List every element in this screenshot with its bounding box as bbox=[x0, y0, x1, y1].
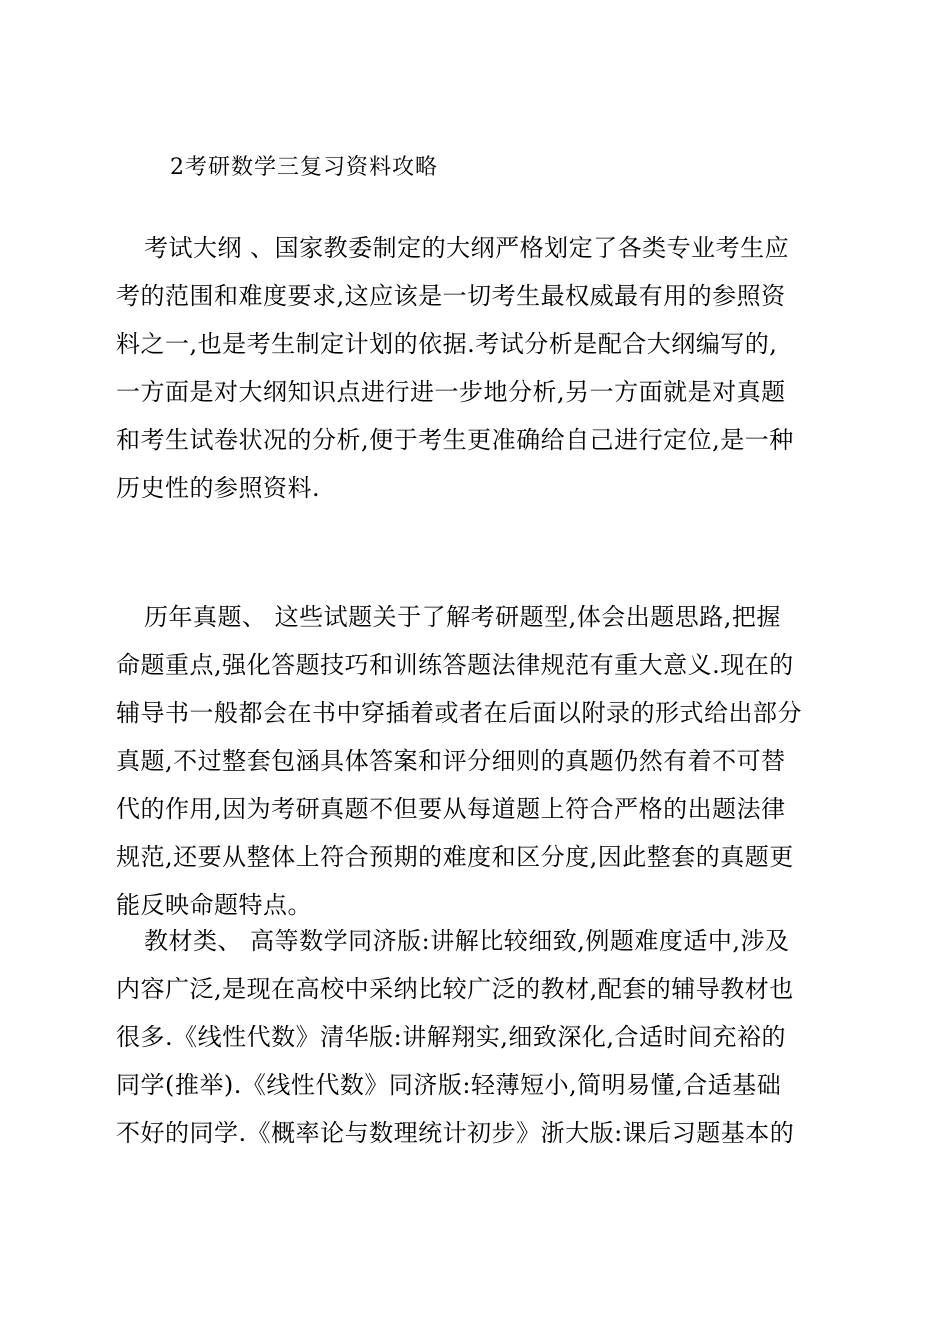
paragraph-line: 辅导书一般都会在书中穿插着或者在后面以附录的形式给出部分 bbox=[116, 699, 802, 727]
paragraph-line: 真题,不过整套包涵具体答案和评分细则的真题仍然有着不可替 bbox=[116, 747, 786, 775]
paragraph-line: 料之一,也是考生制定计划的依据.考试分析是配合大纲编写的, bbox=[116, 330, 778, 358]
paragraph-line: 历史性的参照资料. bbox=[116, 474, 321, 502]
paragraph-line: 和考生试卷状况的分析,便于考生更准确给自己进行定位,是一种 bbox=[116, 426, 794, 454]
paragraph-line: 不好的同学.《概率论与数理统计初步》浙大版:课后习题基本的 bbox=[116, 1119, 795, 1147]
paragraph-line: 同学(推举).《线性代数》同济版:轻薄短小,简明易懂,合适基础 bbox=[116, 1071, 782, 1099]
paragraph-line: 一方面是对大纲知识点进行进一步地分析,另一方面就是对真题 bbox=[116, 378, 786, 406]
paragraph-line: 考的范围和难度要求,这应该是一切考生最权威最有用的参照资 bbox=[116, 282, 786, 310]
paragraph-line: 很多.《线性代数》清华版:讲解翔实,细致深化,合适时间充裕的 bbox=[116, 1023, 786, 1051]
paragraph-line: 考试大纲 、国家教委制定的大纲严格划定了各类专业考生应 bbox=[144, 234, 790, 262]
paragraph-exam-syllabus bbox=[116, 224, 836, 512]
paragraph-line: 能反映命题特点。 bbox=[116, 891, 312, 919]
paragraph-line: 代的作用,因为考研真题不但要从每道题上符合严格的出题法律 bbox=[116, 795, 786, 823]
paragraph-line: 命题重点,强化答题技巧和训练答题法律规范有重大意义.现在的 bbox=[116, 651, 794, 679]
paragraph-textbooks bbox=[116, 917, 836, 1157]
paragraph-line: 历年真题、 这些试题关于了解考研题型,体会出题思路,把握 bbox=[144, 603, 781, 631]
document-title: 2考研数学三复习资料攻略 bbox=[170, 155, 438, 180]
paragraph-line: 规范,还要从整体上符合预期的难度和区分度,因此整套的真题更 bbox=[116, 843, 794, 871]
paragraph-past-exams bbox=[116, 593, 836, 929]
paragraph-line: 教材类、 高等数学同济版:讲解比较细致,例题难度适中,涉及 bbox=[144, 927, 790, 955]
paragraph-line: 内容广泛,是现在高校中采纳比较广泛的教材,配套的辅导教材也 bbox=[116, 975, 794, 1003]
